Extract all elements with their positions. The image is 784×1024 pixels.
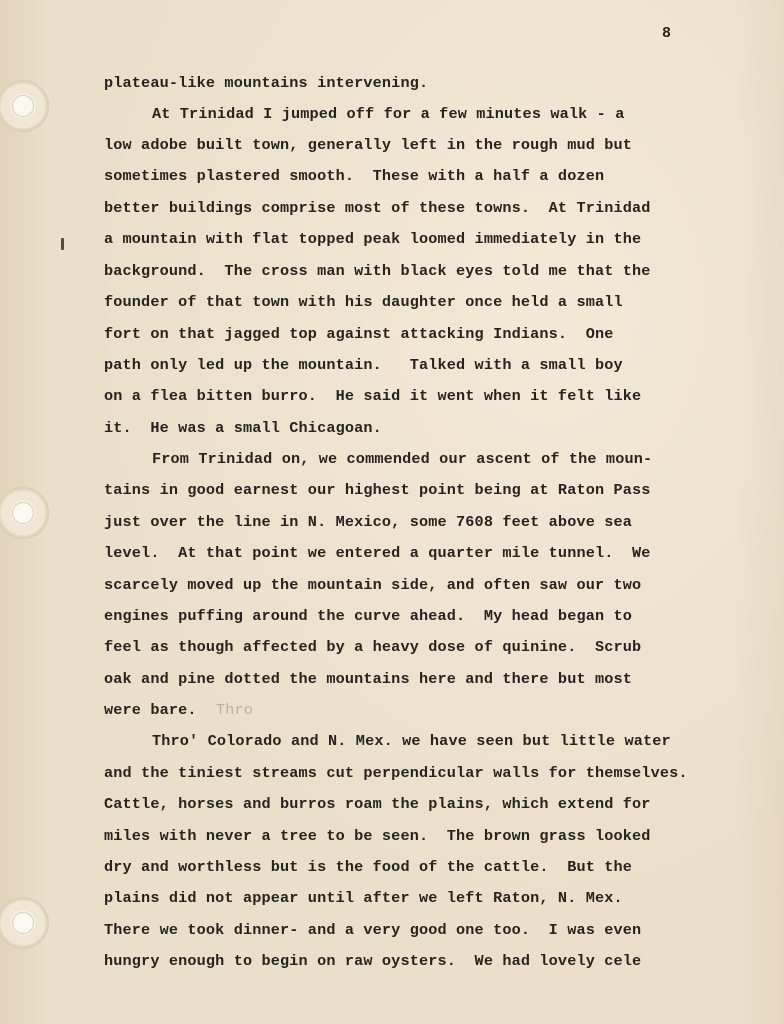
text-line: engines puffing around the curve ahead. My head began to — [104, 607, 633, 625]
text-line: on a flea bitten burro. He said it went when it felt like — [104, 387, 642, 405]
text-line: plateau-like mountains intervening. — [104, 74, 429, 92]
faded-strikeover-text: Thro — [216, 701, 254, 719]
text-line: sometimes plastered smooth. These with a half a dozen — [104, 167, 605, 185]
text-line: background. The cross man with black eyes told me that the — [104, 262, 651, 280]
page-number: 8 — [662, 25, 672, 42]
text-line: and the tiniest streams cut perpendicular walls for themselves. — [104, 764, 688, 782]
text-line: From Trinidad on, we commended our ascent of the moun- — [152, 450, 653, 468]
text-line: tains in good earnest our highest point being at Raton Pass — [104, 481, 651, 499]
text-line: founder of that town with his daughter once held a small — [104, 293, 623, 311]
text-line: hungry enough to begin on raw oysters. We had lovely cele — [104, 952, 642, 970]
text-line: were bare. — [104, 701, 197, 719]
text-line: There we took dinner- and a very good one too. I was even — [104, 921, 642, 939]
text-line: miles with never a tree to be seen. The brown grass looked — [104, 827, 651, 845]
text-line: low adobe built town, generally left in the rough mud but — [104, 136, 633, 154]
text-line: scarcely moved up the mountain side, and often saw our two — [104, 576, 642, 594]
text-line: level. At that point we entered a quarter mile tunnel. We — [104, 544, 651, 562]
text-line: it. He was a small Chicagoan. — [104, 419, 382, 437]
text-line: feel as though affected by a heavy dose of quinine. Scrub — [104, 638, 642, 656]
text-line: Thro' Colorado and N. Mex. we have seen but little water — [152, 732, 671, 750]
text-line: oak and pine dotted the mountains here and there but most — [104, 670, 633, 688]
text-line: fort on that jagged top against attacking Indians. One — [104, 325, 614, 343]
text-line: better buildings comprise most of these towns. At Trinidad — [104, 199, 651, 217]
text-line: At Trinidad I jumped off for a few minutes walk - a — [152, 105, 625, 123]
text-line: path only led up the mountain. Talked with a small boy — [104, 356, 623, 374]
text-line: Cattle, horses and burros roam the plains, which extend for — [104, 795, 651, 813]
text-line: just over the line in N. Mexico, some 7608 feet above sea — [104, 513, 633, 531]
text-line: dry and worthless but is the food of the cattle. But the — [104, 858, 633, 876]
text-line: plains did not appear until after we left Raton, N. Mex. — [104, 889, 623, 907]
text-line: a mountain with flat topped peak loomed immediately in the — [104, 230, 642, 248]
